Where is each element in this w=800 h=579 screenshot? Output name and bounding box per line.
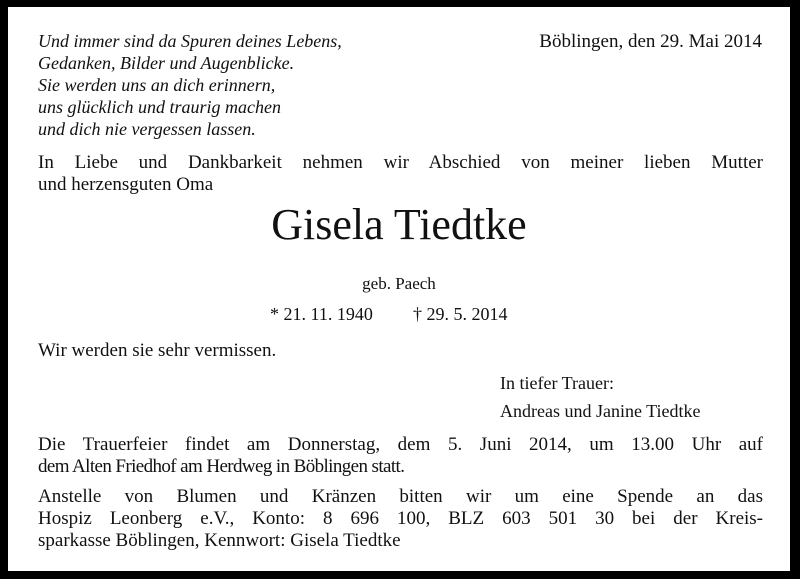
funeral-line: dem Alten Friedhof am Herdweg in Böblingen statt. [38, 456, 405, 477]
mourners: Andreas und Janine Tiedtke [500, 401, 701, 421]
donation-line: sparkasse Böblingen, Kennwort: Gisela Tiedtke [38, 530, 401, 551]
donation-line: Hospiz Leonberg e.V., Konto: 8 696 100, BLZ 603 501 30 bei der Kreis- [38, 508, 763, 529]
poem-line: Gedanken, Bilder und Augenblicke. [38, 53, 295, 73]
funeral-line: Die Trauerfeier findet am Donnerstag, dem 5. Juni 2014, um 13.00 Uhr auf [38, 434, 763, 455]
deceased-name: Gisela Tiedtke [271, 200, 527, 249]
birth-date: * 21. 11. 1940 [270, 304, 373, 324]
place-date: Böblingen, den 29. Mai 2014 [539, 31, 762, 52]
maiden-name: geb. Paech [362, 274, 436, 293]
poem-line: und dich nie vergessen lassen. [38, 119, 256, 139]
poem-line: Und immer sind da Spuren deines Lebens, [38, 31, 342, 51]
obituary-notice [8, 7, 790, 571]
donation-line: Anstelle von Blumen und Kränzen bitten wir um eine Spende an das [38, 486, 763, 507]
miss-text: Wir werden sie sehr vermissen. [38, 340, 277, 361]
intro-line: und herzensguten Oma [38, 174, 214, 195]
poem-line: Sie werden uns an dich erinnern, [38, 75, 276, 95]
intro-line: In Liebe und Dankbarkeit nehmen wir Abschied von meiner lieben Mutter [38, 152, 763, 173]
poem-line: uns glücklich und traurig machen [38, 97, 281, 117]
mourning-label: In tiefer Trauer: [500, 373, 614, 393]
death-date: † 29. 5. 2014 [413, 304, 508, 324]
